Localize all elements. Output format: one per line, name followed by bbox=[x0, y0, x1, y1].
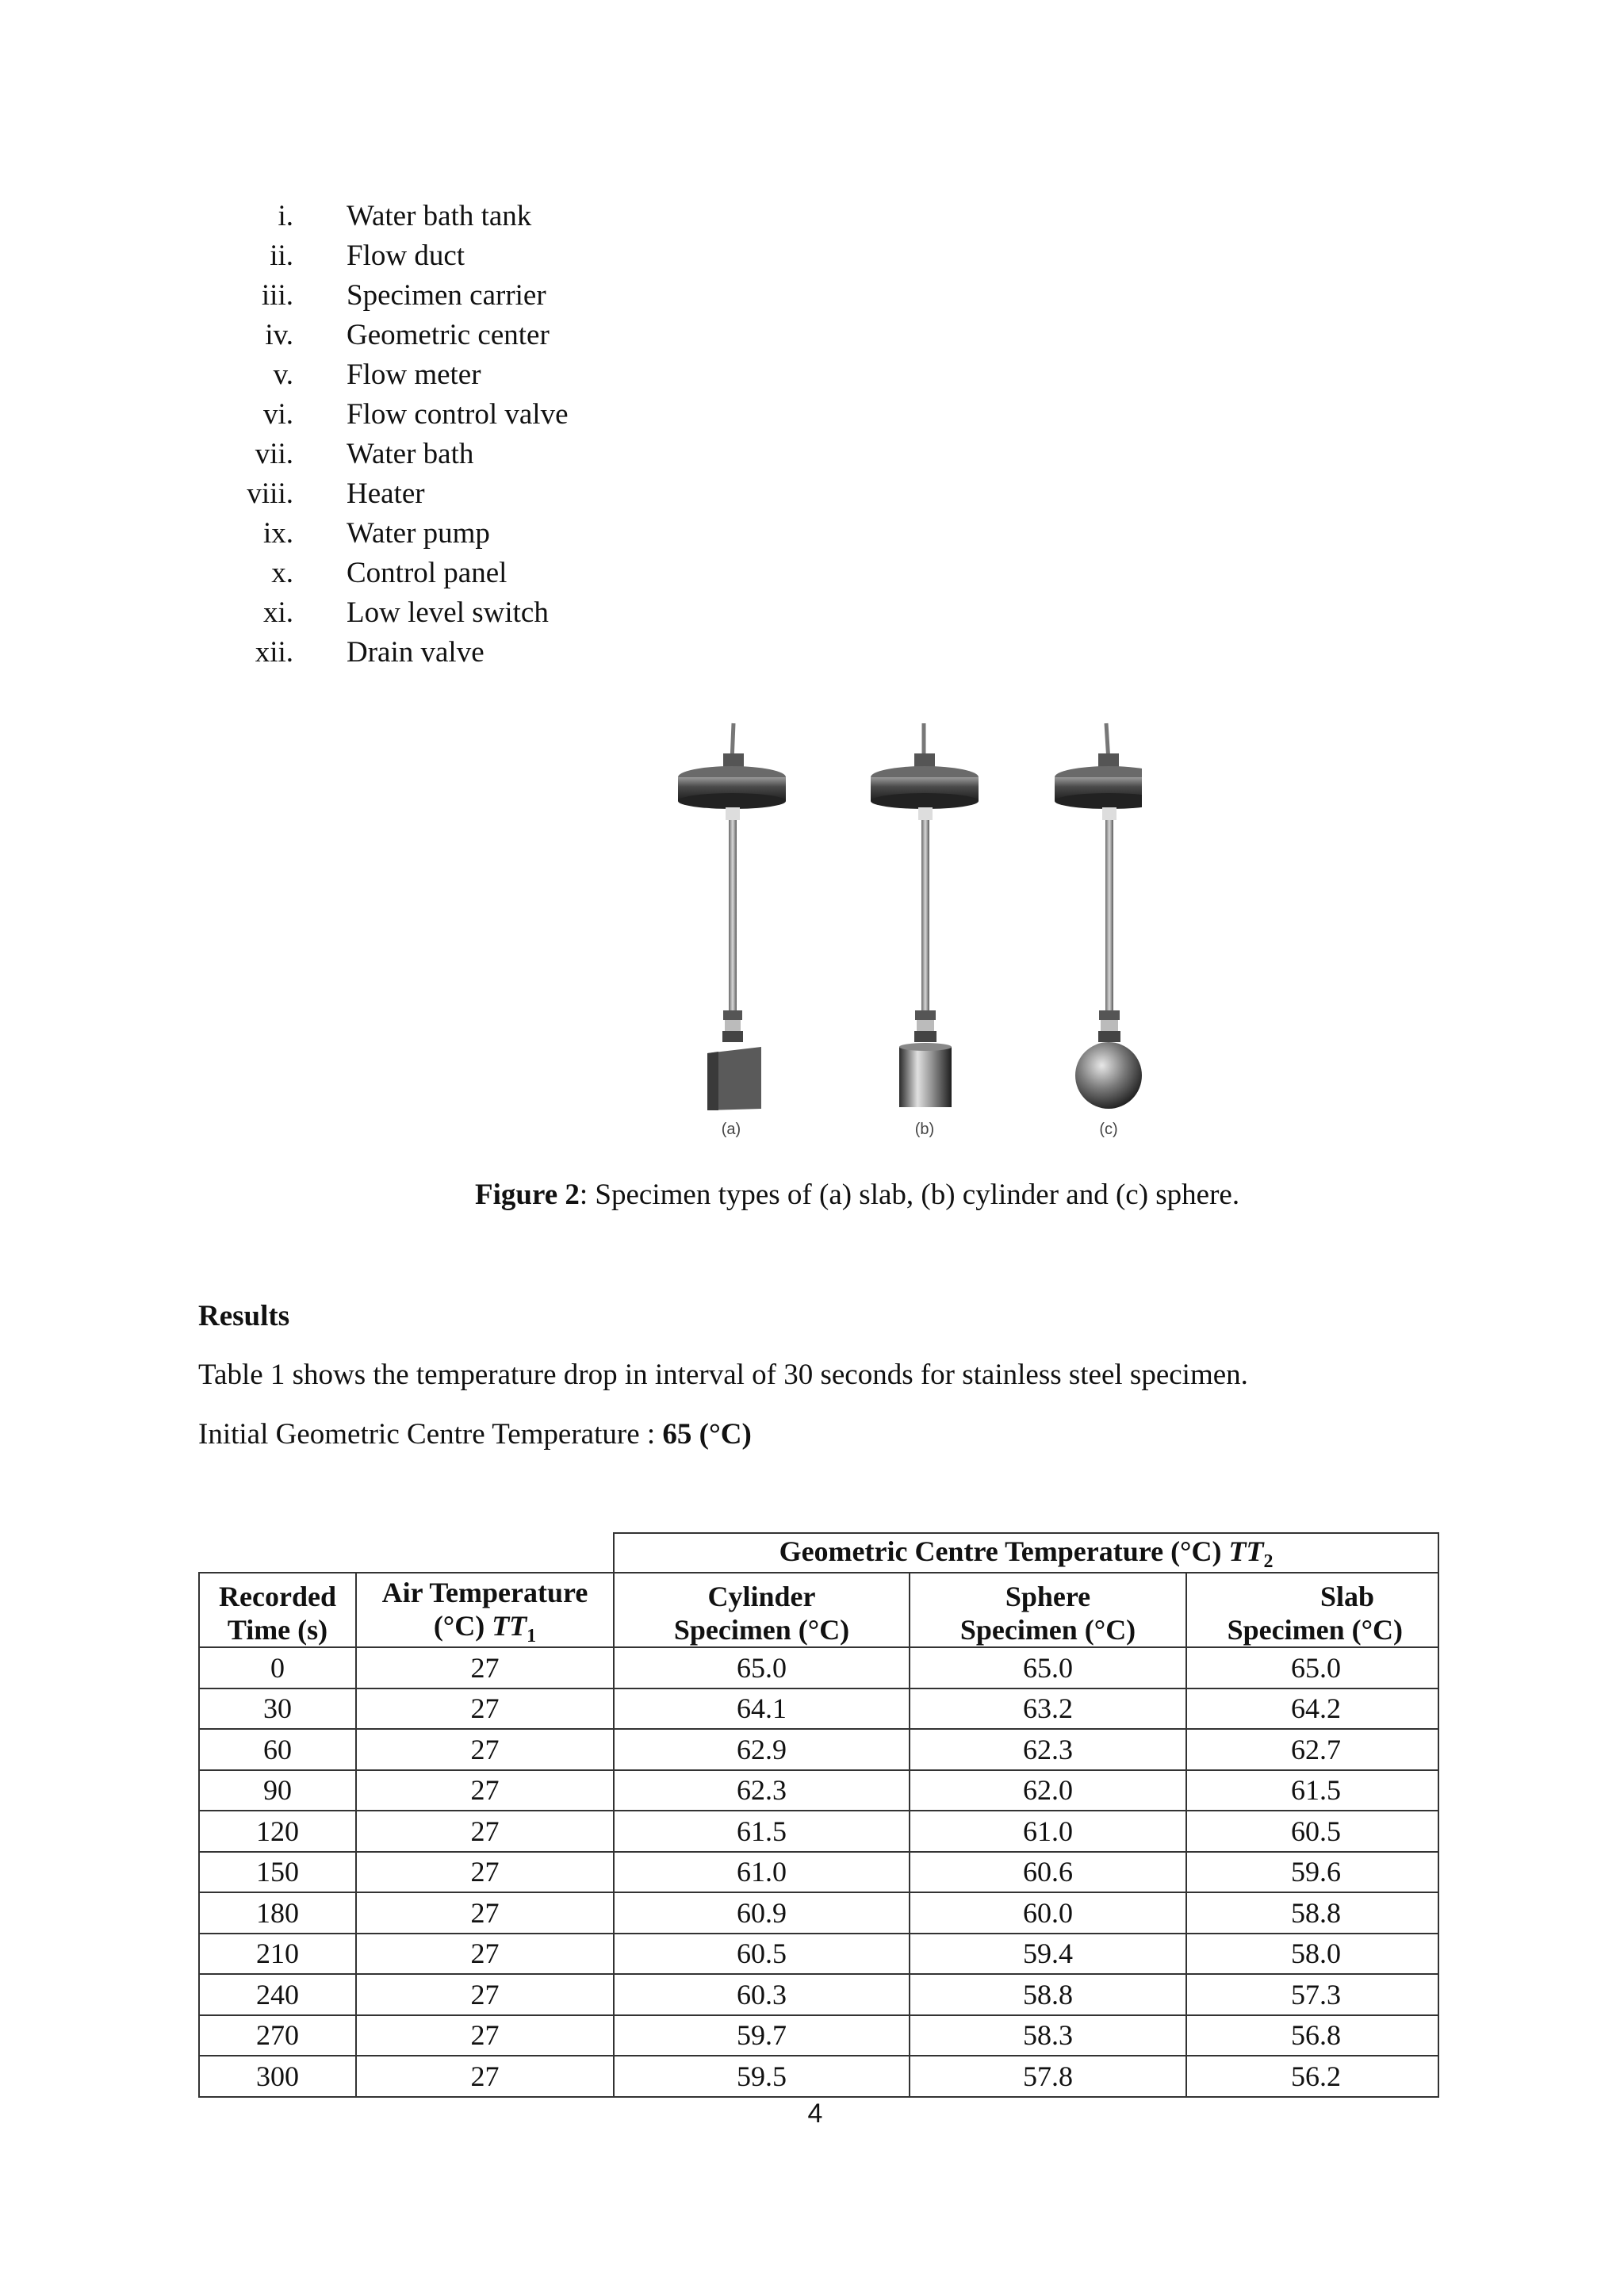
caption-label: Figure 2 bbox=[475, 1179, 580, 1211]
temperature-table bbox=[198, 1532, 1439, 2098]
table-row bbox=[199, 1852, 1438, 1893]
sphere-cell: 60.6 bbox=[910, 1852, 1186, 1893]
col-header-slab: Slab Specimen (°C) bbox=[1186, 1573, 1438, 1647]
col-header-air: Air Temperature (°C) $TT_1$ bbox=[356, 1573, 614, 1647]
label-c: (c) bbox=[1099, 1121, 1118, 1138]
list-number: vii. bbox=[255, 438, 293, 470]
time-cell: 150 bbox=[199, 1852, 356, 1893]
sphere-cell: 58.3 bbox=[910, 2015, 1186, 2056]
slab-cell: 59.6 bbox=[1186, 1852, 1438, 1893]
list-text: Low level switch bbox=[347, 596, 549, 629]
air-temp-cell: 27 bbox=[356, 2015, 614, 2056]
cylinder-cell: 61.5 bbox=[614, 1811, 910, 1852]
time-cell: 240 bbox=[199, 1974, 356, 2015]
caption-text: : Specimen types of (a) slab, (b) cylinder and (c) sphere. bbox=[579, 1179, 1240, 1211]
list-text: Geometric center bbox=[347, 319, 550, 351]
table-row bbox=[199, 1647, 1438, 1688]
cylinder-cell: 65.0 bbox=[614, 1647, 910, 1688]
sphere-cell: 65.0 bbox=[910, 1647, 1186, 1688]
sphere-cell: 62.3 bbox=[910, 1729, 1186, 1770]
time-cell: 0 bbox=[199, 1647, 356, 1688]
cylinder-cell: 60.3 bbox=[614, 1974, 910, 2015]
list-number: ix. bbox=[262, 517, 293, 550]
slab-cell: 61.5 bbox=[1186, 1770, 1438, 1811]
cylinder-cell: 59.5 bbox=[614, 2056, 910, 2097]
table-header-row bbox=[199, 1573, 1438, 1647]
table-row bbox=[199, 2056, 1438, 2097]
air-temp-cell: 27 bbox=[356, 2056, 614, 2097]
table-row bbox=[199, 1811, 1438, 1852]
list-number: iv. bbox=[265, 319, 293, 351]
air-temp-cell: 27 bbox=[356, 1811, 614, 1852]
col-header-sphere: Sphere Specimen (°C) bbox=[910, 1573, 1186, 1647]
figure-caption bbox=[475, 1176, 1239, 1214]
cylinder-cell: 60.5 bbox=[614, 1934, 910, 1975]
list-number: xii. bbox=[255, 636, 293, 669]
sphere-cell: 60.0 bbox=[910, 1892, 1186, 1934]
list-text: Specimen carrier bbox=[347, 279, 546, 312]
time-cell: 180 bbox=[199, 1892, 356, 1934]
list-number: ii. bbox=[270, 240, 293, 272]
list-text: Flow control valve bbox=[347, 398, 569, 431]
air-temp-cell: 27 bbox=[356, 1770, 614, 1811]
cylinder-cell: 59.7 bbox=[614, 2015, 910, 2056]
table-row bbox=[199, 2015, 1438, 2056]
list-number: iii. bbox=[261, 279, 293, 312]
air-temp-cell: 27 bbox=[356, 1688, 614, 1730]
time-cell: 90 bbox=[199, 1770, 356, 1811]
list-text: Control panel bbox=[347, 557, 508, 589]
sphere-cell: 58.8 bbox=[910, 1974, 1186, 2015]
sphere-cell: 62.0 bbox=[910, 1770, 1186, 1811]
table-row bbox=[199, 1770, 1438, 1811]
time-cell: 300 bbox=[199, 2056, 356, 2097]
specimen-photo bbox=[650, 714, 1142, 1142]
list-text: Water bath bbox=[347, 438, 474, 470]
results-intro: Table 1 shows the temperature drop in interval of 30 seconds for stainless steel specimen. bbox=[198, 1359, 1248, 1391]
col-header-time: Recorded Time (s) bbox=[199, 1573, 356, 1647]
initial-temperature-label: Initial Geometric Centre Temperature : bbox=[198, 1418, 663, 1451]
specimen-cylinder bbox=[871, 723, 979, 1107]
page-number: 4 bbox=[807, 2099, 823, 2129]
slab-cell: 57.3 bbox=[1186, 1974, 1438, 2015]
specimen-sphere bbox=[1055, 723, 1142, 1109]
time-cell: 60 bbox=[199, 1729, 356, 1770]
table-group-header-row bbox=[199, 1533, 1438, 1573]
list-text: Flow duct bbox=[347, 240, 465, 272]
label-b: (b) bbox=[914, 1121, 935, 1138]
air-temp-cell: 27 bbox=[356, 1729, 614, 1770]
list-text: Water bath tank bbox=[347, 200, 532, 232]
specimen-slab bbox=[678, 723, 786, 1110]
sphere-cell: 57.8 bbox=[910, 2056, 1186, 2097]
cylinder-cell: 60.9 bbox=[614, 1892, 910, 1934]
table-row bbox=[199, 1892, 1438, 1934]
sphere-cell: 59.4 bbox=[910, 1934, 1186, 1975]
list-text: Water pump bbox=[347, 517, 490, 550]
slab-cell: 58.8 bbox=[1186, 1892, 1438, 1934]
col-header-cylinder: Cylinder Specimen (°C) bbox=[614, 1573, 910, 1647]
list-number: xi. bbox=[262, 596, 293, 629]
slab-cell: 64.2 bbox=[1186, 1688, 1438, 1730]
time-cell: 270 bbox=[199, 2015, 356, 2056]
list-number: i. bbox=[278, 200, 293, 232]
slab-cell: 62.7 bbox=[1186, 1729, 1438, 1770]
list-text: Heater bbox=[347, 477, 425, 510]
cylinder-cell: 62.9 bbox=[614, 1729, 910, 1770]
geometric-centre-header: Geometric Centre Temperature (°C) $TT_2$ bbox=[614, 1533, 1438, 1573]
label-a: (a) bbox=[721, 1121, 741, 1138]
air-temp-cell: 27 bbox=[356, 1934, 614, 1975]
initial-temperature-value: 65 (°C) bbox=[662, 1418, 752, 1451]
list-text: Flow meter bbox=[347, 358, 481, 391]
list-number: viii. bbox=[247, 477, 293, 510]
sphere-cell: 63.2 bbox=[910, 1688, 1186, 1730]
table-row bbox=[199, 1934, 1438, 1975]
table-row bbox=[199, 1688, 1438, 1730]
cylinder-cell: 64.1 bbox=[614, 1688, 910, 1730]
air-temp-cell: 27 bbox=[356, 1852, 614, 1893]
slab-cell: 58.0 bbox=[1186, 1934, 1438, 1975]
initial-temperature bbox=[198, 1416, 752, 1454]
blank-cell bbox=[199, 1533, 614, 1573]
list-number: x. bbox=[271, 557, 293, 589]
table-body bbox=[199, 1647, 1438, 2097]
sphere-cell: 61.0 bbox=[910, 1811, 1186, 1852]
table-row bbox=[199, 1729, 1438, 1770]
list-number: vi. bbox=[262, 398, 293, 431]
specimen-figure bbox=[650, 714, 1142, 1142]
air-temp-cell: 27 bbox=[356, 1974, 614, 2015]
list-number: v. bbox=[273, 358, 293, 391]
slab-cell: 65.0 bbox=[1186, 1647, 1438, 1688]
time-cell: 210 bbox=[199, 1934, 356, 1975]
results-heading: Results bbox=[198, 1300, 290, 1332]
air-temp-cell: 27 bbox=[356, 1892, 614, 1934]
time-cell: 30 bbox=[199, 1688, 356, 1730]
table-row bbox=[199, 1974, 1438, 2015]
time-cell: 120 bbox=[199, 1811, 356, 1852]
slab-cell: 56.2 bbox=[1186, 2056, 1438, 2097]
slab-cell: 60.5 bbox=[1186, 1811, 1438, 1852]
slab-cell: 56.8 bbox=[1186, 2015, 1438, 2056]
cylinder-cell: 61.0 bbox=[614, 1852, 910, 1893]
list-text: Drain valve bbox=[347, 636, 485, 669]
air-temp-cell: 27 bbox=[356, 1647, 614, 1688]
cylinder-cell: 62.3 bbox=[614, 1770, 910, 1811]
